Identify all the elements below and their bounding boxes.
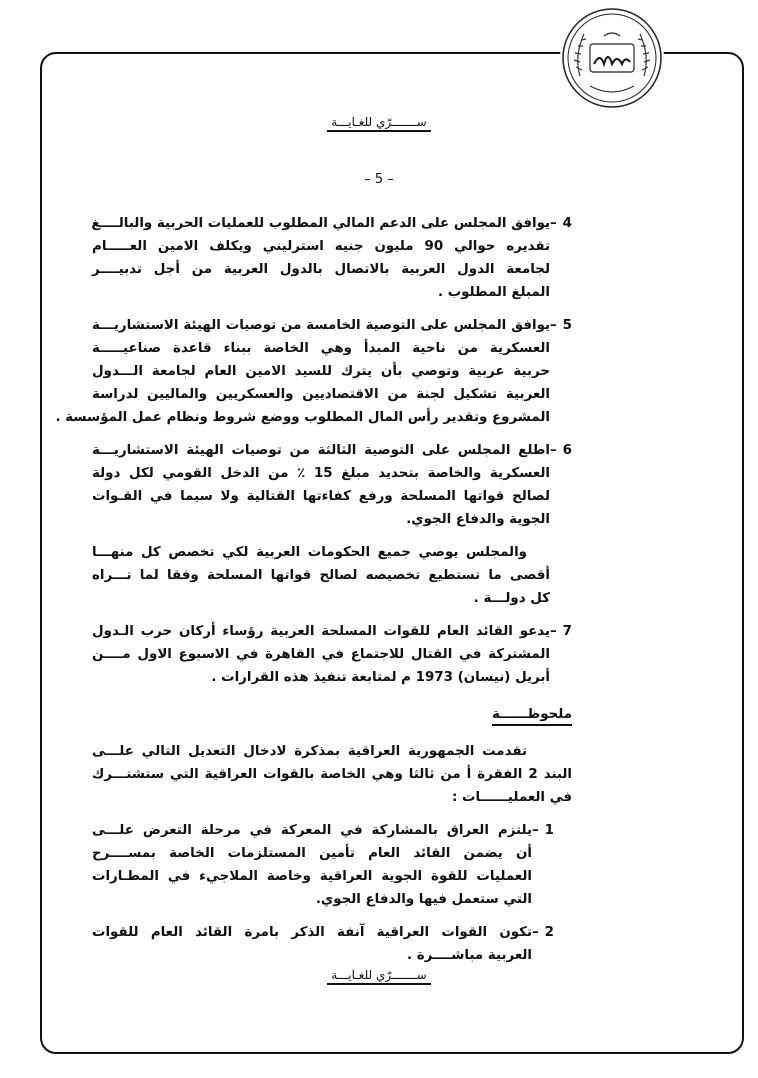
paragraph-line: البند 2 الفقرة أ من ثالثا وهي الخاصة بالقوات العراقية التي ستشتـــرك [92, 767, 572, 782]
item-number: 6 – [550, 443, 572, 458]
council-recommendation-paragraph [92, 541, 572, 610]
item-text-line: العربية مباشــــرة . [406, 948, 532, 963]
item-text-line: يدعو القائد العام للقوات المسلحة العربية رؤساء أركان حرب الـدول [92, 624, 550, 639]
item-text-line: يوافق المجلس على الدعم المالي المطلوب للعمليات الحربية والبالــــغ [91, 216, 550, 231]
item-text-line: أن يضمن القائد العام تأمين المستلزمات الخاصة بمســــرح [92, 846, 532, 861]
paragraph-line: في العمليــــــات : [451, 790, 572, 805]
item-number: 2 – [532, 925, 554, 940]
resolution-item-7 [92, 620, 572, 689]
item-text-line: العسكرية من ناحية المبدأ وهي الخاصة ببناء قاعدة صناعيـــــة [92, 341, 550, 356]
item-text-line: العربية تشكيل لجنة من الاقتصاديين والعسكريين والماليين لدراسة [92, 387, 550, 402]
item-text-line: تقديره حوالي 90 مليون جنيه استرليني ويكلف الامين العـــــام [92, 239, 551, 254]
item-text-line: يوافق المجلس على التوصية الخامسة من توصيات الهيئة الاستشاريـــة [92, 318, 550, 333]
item-text-line: المشروع وتقدير رأس المال المطلوب ووضع شروط ونظام عمل المؤسسة . [55, 410, 550, 425]
item-text-line: المبلغ المطلوب . [437, 285, 550, 300]
item-number: 1 – [532, 823, 554, 838]
item-text-line: الجوية والدفاع الجوي. [406, 512, 550, 527]
resolution-item-6 [92, 439, 572, 531]
item-text-line: حربية عربية وتوصي بأن يترك للسيد الامين العام لجامعة الـــدول [92, 364, 550, 379]
item-text-line: اطلع المجلس على التوصية الثالثة من توصيات الهيئة الاستشاريـــة [92, 443, 550, 458]
item-number: 7 – [550, 624, 572, 639]
item-text-line: لجامعة الدول العربية بالاتصال بالدول العربية من أجل تدبيــــر [92, 262, 550, 277]
item-text-line: العمليات للقوة الجوية العراقية وخاصة الملاجيء في المطـارات [92, 869, 532, 884]
paragraph-line: والمجلس يوصي جميع الحكومات العربية لكي تخصص كل منهـــا [92, 545, 527, 560]
page-number: – 5 – [364, 172, 394, 187]
item-text-line: يلتزم العراق بالمشاركة في المعركة في مرحلة التعرض علـــى [92, 823, 532, 838]
resolution-item-4 [92, 212, 572, 304]
paragraph-line: أقصى ما تستطيع تخصيصه لصالح قواتها المسلحة وفقا لما تـــراه [92, 568, 550, 583]
note-heading: ملحوظــــــة [92, 703, 572, 726]
arab-league-emblem-icon [560, 6, 664, 110]
item-text-line: أبريل (نيسان) 1973 م لمتابعة تنفيذ هذه القرارات . [211, 670, 550, 685]
item-text-line: تكون القوات العراقية آنفة الذكر بامرة القائد العام للقوات [92, 925, 532, 940]
paragraph-line: كل دولـــة . [473, 591, 550, 606]
resolution-item-5 [55, 314, 572, 429]
item-text-line: العسكرية والخاصة بتحديد مبلغ 15 ٪ من الدخل القومي لكل دولة [92, 466, 550, 481]
note-point-1 [92, 819, 572, 911]
document-body [55, 212, 572, 977]
item-text-line: المشتركة في القتال للاجتماع في القاهرة في الاسبوع الاول مــــن [92, 647, 550, 662]
note-intro-paragraph [92, 740, 572, 809]
classification-footer: ســـــــرّي للغـايـــة [0, 968, 758, 985]
item-number: 5 – [550, 318, 572, 333]
paragraph-line: تقدمت الجمهورية العراقية بمذكرة لادخال التعديل التالي علـــى [92, 744, 527, 759]
item-text-line: التي ستعمل فيها والدفاع الجوي. [315, 892, 532, 907]
item-text-line: لصالح قواتها المسلحة ورفع كفاءتها القتالية ولا سيما في القـوات [92, 489, 550, 504]
note-point-2 [92, 921, 572, 967]
item-number: 4 – [550, 216, 572, 231]
classification-header: ســـــــرّي للغـايـــة [0, 115, 758, 132]
